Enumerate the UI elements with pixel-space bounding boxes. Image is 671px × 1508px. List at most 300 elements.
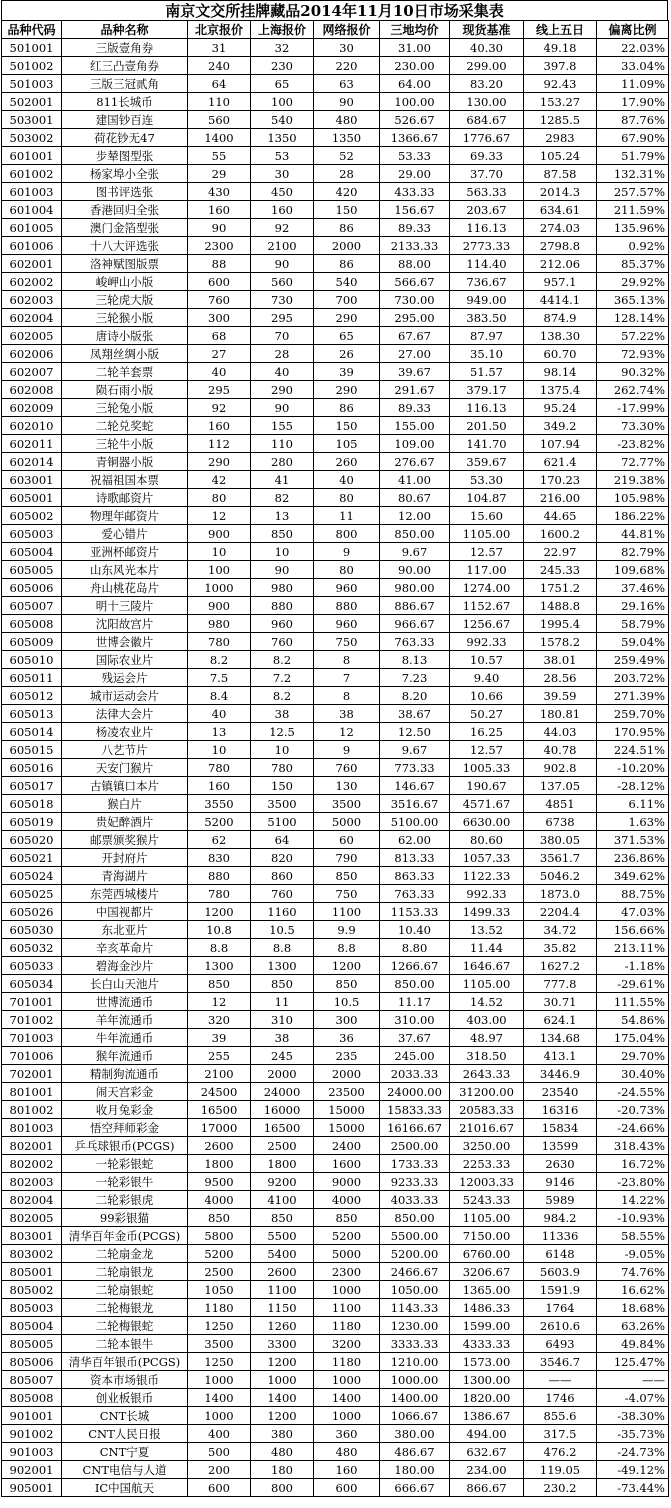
cell-average: 486.67 (380, 1443, 450, 1461)
cell-code: 701001 (2, 993, 62, 1011)
cell-five-day: 6493 (524, 1335, 597, 1353)
cell-spot-base: 11.44 (450, 939, 524, 957)
cell-average: 88.00 (380, 255, 450, 273)
cell-average: 1400.00 (380, 1389, 450, 1407)
cell-shanghai: 1000 (251, 1371, 314, 1389)
cell-code: 802002 (2, 1155, 62, 1173)
cell-shanghai: 280 (251, 453, 314, 471)
cell-shanghai: 90 (251, 255, 314, 273)
cell-code: 605015 (2, 741, 62, 759)
cell-online: 790 (314, 849, 380, 867)
cell-spot-base: 35.10 (450, 345, 524, 363)
cell-five-day: 1873.0 (524, 885, 597, 903)
cell-average: 37.67 (380, 1029, 450, 1047)
cell-average: 1230.00 (380, 1317, 450, 1335)
cell-name: 明十三陵片 (62, 597, 188, 615)
cell-online: 40 (314, 471, 380, 489)
cell-name: 残运会片 (62, 669, 188, 687)
table-row (2, 885, 669, 903)
cell-deviation: 47.03% (597, 903, 669, 921)
cell-name: 青铜器小版 (62, 453, 188, 471)
cell-deviation: -35.73% (597, 1425, 669, 1443)
table-row (2, 417, 669, 435)
cell-name: 清华百年金币(PCGS) (62, 1227, 188, 1245)
cell-deviation: 213.11% (597, 939, 669, 957)
cell-shanghai: 1400 (251, 1389, 314, 1407)
cell-shanghai: 3500 (251, 795, 314, 813)
cell-beijing: 68 (188, 327, 251, 345)
cell-beijing: 1400 (188, 1389, 251, 1407)
cell-shanghai: 4100 (251, 1191, 314, 1209)
cell-average: 730.00 (380, 291, 450, 309)
cell-shanghai: 64 (251, 831, 314, 849)
cell-code: 605025 (2, 885, 62, 903)
cell-name: 凤翔丝绸小版 (62, 345, 188, 363)
cell-online: 850 (314, 1209, 380, 1227)
cell-online: 480 (314, 1443, 380, 1461)
table-row (2, 1137, 669, 1155)
cell-name: 唐诗小版张 (62, 327, 188, 345)
cell-shanghai: 30 (251, 165, 314, 183)
table-row (2, 111, 669, 129)
cell-code: 605034 (2, 975, 62, 993)
cell-shanghai: 540 (251, 111, 314, 129)
cell-code: 605004 (2, 543, 62, 561)
cell-code: 803001 (2, 1227, 62, 1245)
cell-average: 9.67 (380, 741, 450, 759)
cell-online: 1180 (314, 1353, 380, 1371)
cell-five-day: 6148 (524, 1245, 597, 1263)
cell-five-day: 16316 (524, 1101, 597, 1119)
cell-online: 130 (314, 777, 380, 795)
cell-shanghai: 560 (251, 273, 314, 291)
cell-five-day: 317.5 (524, 1425, 597, 1443)
cell-name: 诗歌邮资片 (62, 489, 188, 507)
cell-average: 2500.00 (380, 1137, 450, 1155)
cell-spot-base: 866.67 (450, 1479, 524, 1497)
cell-spot-base: 1486.33 (450, 1299, 524, 1317)
cell-average: 3516.67 (380, 795, 450, 813)
cell-deviation: 128.14% (597, 309, 669, 327)
cell-name: 二轮本银牛 (62, 1335, 188, 1353)
cell-spot-base: 117.00 (450, 561, 524, 579)
cell-shanghai: 1300 (251, 957, 314, 975)
table-row (2, 453, 669, 471)
table-row (2, 777, 669, 795)
cell-shanghai: 2000 (251, 1065, 314, 1083)
cell-beijing: 8.8 (188, 939, 251, 957)
cell-five-day: 1627.2 (524, 957, 597, 975)
cell-online: 12 (314, 723, 380, 741)
cell-online: 10.5 (314, 993, 380, 1011)
cell-deviation: 17.90% (597, 93, 669, 111)
cell-average: 12.00 (380, 507, 450, 525)
cell-shanghai: 295 (251, 309, 314, 327)
cell-beijing: 7.5 (188, 669, 251, 687)
cell-shanghai: 90 (251, 561, 314, 579)
header-online: 网络报价 (314, 21, 380, 39)
cell-five-day: 1751.2 (524, 579, 597, 597)
cell-five-day: 44.65 (524, 507, 597, 525)
cell-code: 601004 (2, 201, 62, 219)
cell-average: 1210.00 (380, 1353, 450, 1371)
cell-beijing: 1300 (188, 957, 251, 975)
cell-shanghai: 5400 (251, 1245, 314, 1263)
table-row (2, 867, 669, 885)
header-beijing: 北京报价 (188, 21, 251, 39)
cell-code: 605014 (2, 723, 62, 741)
cell-code: 605021 (2, 849, 62, 867)
cell-average: 2133.33 (380, 237, 450, 255)
cell-code: 605024 (2, 867, 62, 885)
cell-beijing: 5200 (188, 1245, 251, 1263)
cell-code: 901001 (2, 1407, 62, 1425)
table-row (2, 759, 669, 777)
cell-code: 605012 (2, 687, 62, 705)
table-row (2, 471, 669, 489)
cell-shanghai: 24000 (251, 1083, 314, 1101)
cell-deviation: 175.04% (597, 1029, 669, 1047)
cell-beijing: 3500 (188, 1335, 251, 1353)
cell-five-day: 216.00 (524, 489, 597, 507)
cell-code: 901002 (2, 1425, 62, 1443)
cell-name: 悟空拜师彩金 (62, 1119, 188, 1137)
cell-spot-base: 104.87 (450, 489, 524, 507)
cell-beijing: 92 (188, 399, 251, 417)
table-body (2, 39, 669, 1497)
cell-online: 23500 (314, 1083, 380, 1101)
cell-name: 辛亥革命片 (62, 939, 188, 957)
cell-name: 二轮梅银蛇 (62, 1317, 188, 1335)
cell-shanghai: 290 (251, 381, 314, 399)
cell-beijing: 780 (188, 633, 251, 651)
cell-name: 二轮彩银虎 (62, 1191, 188, 1209)
cell-online: 105 (314, 435, 380, 453)
cell-average: 89.33 (380, 219, 450, 237)
cell-deviation: -4.07% (597, 1389, 669, 1407)
cell-code: 702001 (2, 1065, 62, 1083)
cell-code: 605019 (2, 813, 62, 831)
cell-beijing: 1250 (188, 1353, 251, 1371)
cell-average: 10.40 (380, 921, 450, 939)
cell-beijing: 830 (188, 849, 251, 867)
cell-deviation: 82.79% (597, 543, 669, 561)
cell-code: 605006 (2, 579, 62, 597)
cell-five-day: 3446.9 (524, 1065, 597, 1083)
cell-spot-base: 87.97 (450, 327, 524, 345)
cell-average: 5100.00 (380, 813, 450, 831)
cell-five-day: 92.43 (524, 75, 597, 93)
cell-online: 1350 (314, 129, 380, 147)
cell-code: 601001 (2, 147, 62, 165)
cell-average: 8.13 (380, 651, 450, 669)
cell-five-day: 107.94 (524, 435, 597, 453)
cell-average: 155.00 (380, 417, 450, 435)
table-row (2, 651, 669, 669)
cell-average: 3333.33 (380, 1335, 450, 1353)
cell-shanghai: 860 (251, 867, 314, 885)
cell-deviation: -9.05% (597, 1245, 669, 1263)
cell-average: 850.00 (380, 1209, 450, 1227)
table-row (2, 237, 669, 255)
cell-average: 27.00 (380, 345, 450, 363)
cell-spot-base: 379.17 (450, 381, 524, 399)
table-row (2, 1389, 669, 1407)
cell-beijing: 16500 (188, 1101, 251, 1119)
cell-code: 905001 (2, 1479, 62, 1497)
cell-five-day: 44.03 (524, 723, 597, 741)
cell-online: 420 (314, 183, 380, 201)
cell-beijing: 42 (188, 471, 251, 489)
cell-name: 图书评选张 (62, 183, 188, 201)
cell-beijing: 240 (188, 57, 251, 75)
cell-five-day: 35.82 (524, 939, 597, 957)
cell-code: 801002 (2, 1101, 62, 1119)
cell-beijing: 1000 (188, 1371, 251, 1389)
cell-name: 爱心错片 (62, 525, 188, 543)
cell-deviation: 371.53% (597, 831, 669, 849)
cell-online: 90 (314, 93, 380, 111)
cell-name: 清华百年银币(PCGS) (62, 1353, 188, 1371)
table-row (2, 1011, 669, 1029)
cell-five-day: 274.03 (524, 219, 597, 237)
cell-average: 90.00 (380, 561, 450, 579)
cell-shanghai: 155 (251, 417, 314, 435)
cell-code: 601006 (2, 237, 62, 255)
cell-spot-base: 684.67 (450, 111, 524, 129)
cell-average: 863.33 (380, 867, 450, 885)
table-row (2, 75, 669, 93)
cell-spot-base: 12.57 (450, 741, 524, 759)
cell-name: 杨凌农业片 (62, 723, 188, 741)
table-row (2, 1353, 669, 1371)
cell-five-day: 855.6 (524, 1407, 597, 1425)
cell-average: 526.67 (380, 111, 450, 129)
cell-shanghai: 9200 (251, 1173, 314, 1191)
cell-beijing: 1200 (188, 903, 251, 921)
cell-spot-base: 1365.00 (450, 1281, 524, 1299)
cell-shanghai: 10 (251, 741, 314, 759)
cell-average: 966.67 (380, 615, 450, 633)
cell-deviation: 111.55% (597, 993, 669, 1011)
cell-code: 602004 (2, 309, 62, 327)
cell-deviation: 72.93% (597, 345, 669, 363)
cell-average: 2033.33 (380, 1065, 450, 1083)
cell-five-day: 5603.9 (524, 1263, 597, 1281)
cell-deviation: 109.68% (597, 561, 669, 579)
cell-spot-base: 80.60 (450, 831, 524, 849)
cell-deviation: 33.04% (597, 57, 669, 75)
cell-shanghai: 310 (251, 1011, 314, 1029)
cell-beijing: 10.8 (188, 921, 251, 939)
cell-code: 602014 (2, 453, 62, 471)
cell-spot-base: 1057.33 (450, 849, 524, 867)
cell-spot-base: 51.57 (450, 363, 524, 381)
cell-online: 28 (314, 165, 380, 183)
table-row (2, 129, 669, 147)
cell-beijing: 10 (188, 543, 251, 561)
cell-five-day: 1600.2 (524, 525, 597, 543)
cell-average: 109.00 (380, 435, 450, 453)
cell-shanghai: 32 (251, 39, 314, 57)
cell-online: 540 (314, 273, 380, 291)
cell-name: 世博会徽片 (62, 633, 188, 651)
cell-name: 中国视都片 (62, 903, 188, 921)
cell-deviation: -73.44% (597, 1479, 669, 1497)
cell-code: 701002 (2, 1011, 62, 1029)
cell-spot-base: 6760.00 (450, 1245, 524, 1263)
cell-code: 601002 (2, 165, 62, 183)
cell-five-day: 137.05 (524, 777, 597, 795)
cell-beijing: 1250 (188, 1317, 251, 1335)
cell-beijing: 55 (188, 147, 251, 165)
cell-name: 长白山天池片 (62, 975, 188, 993)
cell-online: 9.9 (314, 921, 380, 939)
cell-average: 1050.00 (380, 1281, 450, 1299)
cell-beijing: 300 (188, 309, 251, 327)
table-row (2, 795, 669, 813)
cell-code: 602001 (2, 255, 62, 273)
cell-spot-base: 1646.67 (450, 957, 524, 975)
cell-code: 605005 (2, 561, 62, 579)
cell-online: 5200 (314, 1227, 380, 1245)
cell-name: CNT长城 (62, 1407, 188, 1425)
cell-spot-base: 6630.00 (450, 813, 524, 831)
table-row (2, 957, 669, 975)
cell-online: 30 (314, 39, 380, 57)
cell-deviation: 203.72% (597, 669, 669, 687)
cell-spot-base: 563.33 (450, 183, 524, 201)
cell-beijing: 2100 (188, 1065, 251, 1083)
cell-beijing: 12 (188, 993, 251, 1011)
table-row (2, 1245, 669, 1263)
cell-shanghai: 1150 (251, 1299, 314, 1317)
cell-five-day: 230.2 (524, 1479, 597, 1497)
cell-name: 山东风光本片 (62, 561, 188, 579)
cell-five-day: 134.68 (524, 1029, 597, 1047)
cell-deviation: 74.76% (597, 1263, 669, 1281)
cell-beijing: 40 (188, 705, 251, 723)
table-row (2, 489, 669, 507)
cell-shanghai: 16000 (251, 1101, 314, 1119)
table-row (2, 381, 669, 399)
cell-spot-base: 383.50 (450, 309, 524, 327)
cell-beijing: 2300 (188, 237, 251, 255)
cell-spot-base: 13.52 (450, 921, 524, 939)
cell-deviation: 37.46% (597, 579, 669, 597)
cell-beijing: 760 (188, 291, 251, 309)
cell-five-day: 1764 (524, 1299, 597, 1317)
cell-code: 502001 (2, 93, 62, 111)
cell-beijing: 8.4 (188, 687, 251, 705)
cell-online: 150 (314, 201, 380, 219)
cell-name: 一轮彩银蛇 (62, 1155, 188, 1173)
cell-code: 605017 (2, 777, 62, 795)
cell-name: CNT电信与人道 (62, 1461, 188, 1479)
cell-spot-base: 318.50 (450, 1047, 524, 1065)
cell-deviation: 18.68% (597, 1299, 669, 1317)
cell-online: 2400 (314, 1137, 380, 1155)
cell-shanghai: 38 (251, 1029, 314, 1047)
cell-average: 980.00 (380, 579, 450, 597)
cell-five-day: 119.05 (524, 1461, 597, 1479)
cell-code: 805005 (2, 1335, 62, 1353)
cell-average: 886.67 (380, 597, 450, 615)
cell-online: 750 (314, 885, 380, 903)
cell-spot-base: 40.30 (450, 39, 524, 57)
cell-beijing: 255 (188, 1047, 251, 1065)
cell-average: 1366.67 (380, 129, 450, 147)
cell-online: 150 (314, 417, 380, 435)
cell-deviation: 29.16% (597, 597, 669, 615)
cell-beijing: 320 (188, 1011, 251, 1029)
cell-shanghai: 760 (251, 633, 314, 651)
cell-code: 805006 (2, 1353, 62, 1371)
cell-name: 陨石雨小版 (62, 381, 188, 399)
table-row (2, 1407, 669, 1425)
cell-average: 276.67 (380, 453, 450, 471)
cell-spot-base: 141.70 (450, 435, 524, 453)
cell-online: 220 (314, 57, 380, 75)
cell-average: 8.80 (380, 939, 450, 957)
cell-code: 601003 (2, 183, 62, 201)
table-row (2, 1065, 669, 1083)
cell-shanghai: 65 (251, 75, 314, 93)
cell-name: 古镇镇口本片 (62, 777, 188, 795)
cell-average: 15833.33 (380, 1101, 450, 1119)
cell-shanghai: 11 (251, 993, 314, 1011)
cell-name: 资本市场银币 (62, 1371, 188, 1389)
cell-average: 156.67 (380, 201, 450, 219)
cell-average: 230.00 (380, 57, 450, 75)
cell-name: 三轮猴小版 (62, 309, 188, 327)
cell-five-day: 1488.8 (524, 597, 597, 615)
cell-online: 1200 (314, 957, 380, 975)
cell-code: 805007 (2, 1371, 62, 1389)
cell-deviation: 211.59% (597, 201, 669, 219)
cell-average: 295.00 (380, 309, 450, 327)
cell-online: 290 (314, 309, 380, 327)
cell-five-day: 105.24 (524, 147, 597, 165)
cell-five-day: 3561.7 (524, 849, 597, 867)
cell-beijing: 780 (188, 759, 251, 777)
table-row (2, 1461, 669, 1479)
table-row (2, 1227, 669, 1245)
cell-spot-base: 12003.33 (450, 1173, 524, 1191)
cell-online: 960 (314, 615, 380, 633)
cell-spot-base: 3250.00 (450, 1137, 524, 1155)
cell-code: 605013 (2, 705, 62, 723)
cell-deviation: 11.09% (597, 75, 669, 93)
cell-shanghai: 2600 (251, 1263, 314, 1281)
cell-spot-base: 203.67 (450, 201, 524, 219)
cell-spot-base: 5243.33 (450, 1191, 524, 1209)
cell-average: 31.00 (380, 39, 450, 57)
cell-deviation: -24.66% (597, 1119, 669, 1137)
cell-five-day: 5989 (524, 1191, 597, 1209)
cell-beijing: 1000 (188, 1407, 251, 1425)
cell-code: 602009 (2, 399, 62, 417)
cell-deviation: 54.86% (597, 1011, 669, 1029)
cell-shanghai: 40 (251, 363, 314, 381)
cell-name: 三轮牛小版 (62, 435, 188, 453)
cell-five-day: 874.9 (524, 309, 597, 327)
table-row (2, 579, 669, 597)
cell-beijing: 24500 (188, 1083, 251, 1101)
cell-five-day: 98.14 (524, 363, 597, 381)
cell-five-day: 15834 (524, 1119, 597, 1137)
cell-shanghai: 480 (251, 1443, 314, 1461)
